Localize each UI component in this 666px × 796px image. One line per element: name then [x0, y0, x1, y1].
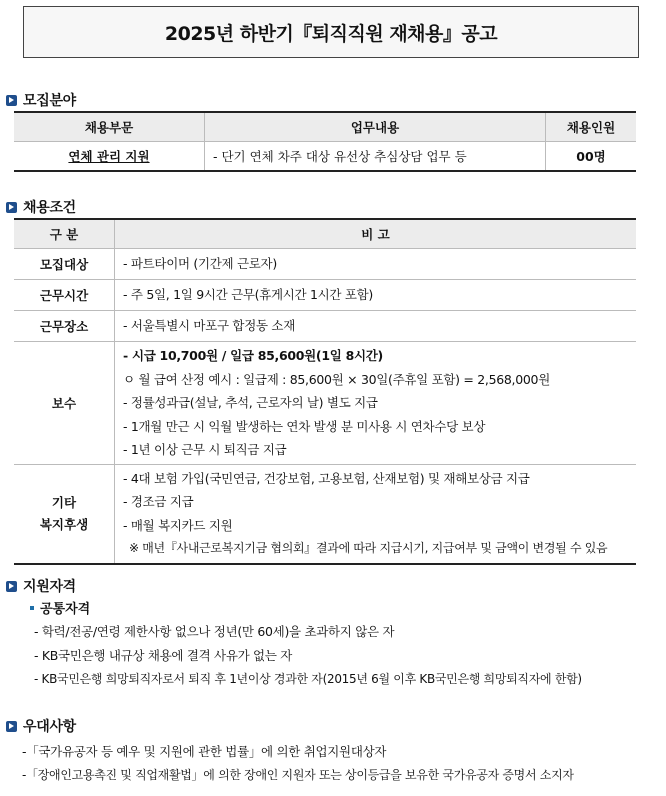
section-field-heading: [6, 90, 76, 110]
field-work-value: - 단기 연체 차주 대상 유선상 추심상담 업무 등: [205, 142, 546, 172]
preference-item: -「장애인고용촉진 및 직업재활법」에 의한 장애인 지원자 또는 상이등급을 보유한 국가유공자 증명서 소지자: [22, 768, 574, 782]
pay-line: - 1년 이상 근무 시 퇴직금 지급: [123, 442, 287, 457]
section-qualification-title: 지원자격: [23, 579, 76, 595]
welfare-line: - 4대 보험 가입(국민연금, 건강보험, 고용보험, 산재보험) 및 재해보상금 지급: [123, 470, 530, 486]
field-header-count: 채용인원: [546, 112, 637, 142]
qualification-item: - KB국민은행 내규상 채용에 결격 사유가 없는 자: [34, 648, 293, 663]
field-header-dept: 채용부문: [14, 112, 205, 142]
row-label-pay: 보수: [14, 342, 115, 465]
pay-line: - 1개월 만근 시 익월 발생하는 연차 발생 분 미사용 시 연차수당 보상: [123, 418, 486, 434]
conditions-header-category: 구 분: [14, 219, 115, 249]
field-table: [14, 111, 636, 172]
qualification-item: - KB국민은행 희망퇴직자로서 퇴직 후 1년이상 경과한 자(2015년 6월 이후 KB국민은행 희망퇴직자에 한함): [34, 672, 582, 686]
conditions-header-note: 비 고: [115, 219, 637, 249]
row-hours-value: - 주 5일, 1일 9시간 근무(휴게시간 1시간 포함): [115, 280, 637, 311]
field-header-work: 업무내용: [205, 112, 546, 142]
row-target-value: - 파트타이머 (기간제 근로자): [115, 249, 637, 280]
section-arrow-icon: [6, 95, 17, 106]
row-place-value: - 서울특별시 마포구 합정동 소재: [115, 311, 637, 342]
row-label-hours: 근무시간: [14, 280, 115, 311]
qualification-subtitle-text: 공통자격: [40, 602, 91, 617]
square-bullet-icon: [30, 606, 34, 610]
section-arrow-icon: [6, 581, 17, 592]
section-conditions-heading: [6, 197, 76, 217]
section-qualification-heading: [6, 576, 76, 596]
pay-line: ㅇ 월 급여 산정 예시 : 일급제 : 85,600원 × 30일(주휴일 포함) = 2,568,000원: [123, 371, 550, 387]
welfare-label-line2: 복지후생: [39, 516, 89, 532]
qualification-item: - 학력/전공/연령 제한사항 없으나 정년(만 60세)을 초과하지 않은 자: [34, 624, 395, 639]
page-title: 2025년 하반기『퇴직직원 재채용』공고: [23, 6, 639, 58]
section-arrow-icon: [6, 721, 17, 732]
row-label-place: 근무장소: [14, 311, 115, 342]
pay-line: - 정률성과급(설날, 추석, 근로자의 날) 별도 지급: [123, 395, 378, 410]
row-label-welfare: [14, 464, 115, 564]
section-preference-title: 우대사항: [23, 719, 76, 735]
section-conditions-title: 채용조건: [23, 200, 76, 216]
section-arrow-icon: [6, 202, 17, 213]
qualification-subtitle: [30, 598, 90, 617]
pay-line: - 시급 10,700원 / 일급 85,600원(1일 8시간): [123, 348, 383, 363]
conditions-table: [14, 218, 636, 565]
welfare-line: - 매월 복지카드 지원: [123, 517, 233, 533]
section-preference-heading: [6, 716, 76, 736]
row-label-target: 모집대상: [14, 249, 115, 280]
field-dept-value: 연체 관리 지원: [14, 142, 205, 172]
welfare-line: - 경조금 지급: [123, 494, 194, 509]
row-pay-lines: [115, 342, 637, 465]
welfare-label-line1: 기타: [51, 494, 77, 510]
section-field-title: 모집분야: [23, 93, 76, 109]
welfare-note: ※ 매년『사내근로복지기금 협의회』결과에 따라 지급시기, 지급여부 및 금액이 변경될 수 있음: [129, 541, 608, 555]
field-count-value: 00명: [546, 142, 637, 172]
row-welfare-lines: [115, 464, 637, 564]
preference-item: -「국가유공자 등 예우 및 지원에 관한 법률」에 의한 취업지원대상자: [22, 744, 387, 759]
